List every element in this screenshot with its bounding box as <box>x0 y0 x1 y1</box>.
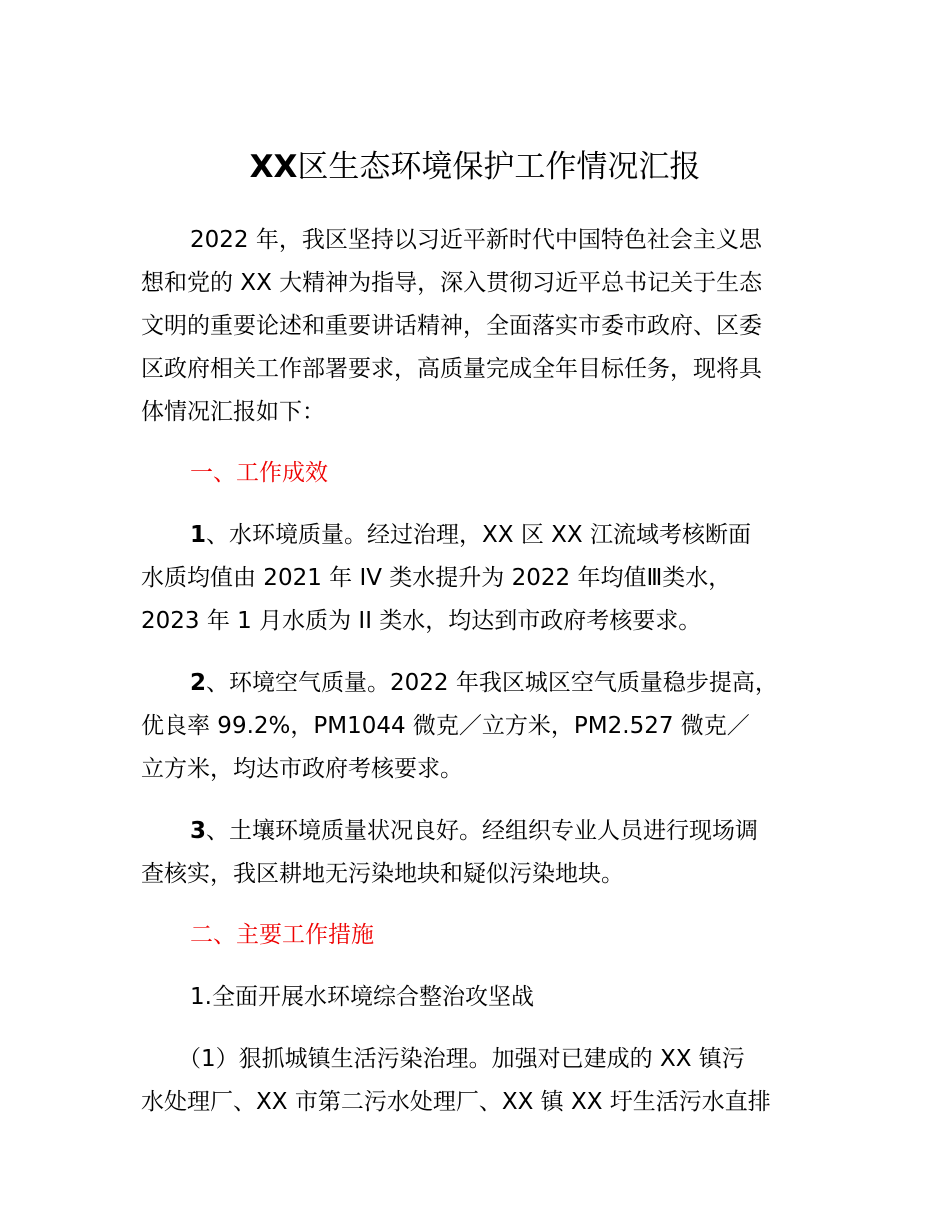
title-prefix: XX <box>249 149 298 185</box>
item-3-line-2: 查核实，我区耕地无污染地块和疑似污染地块。 <box>141 861 624 887</box>
intro-line-4: 区政府相关工作部署要求，高质量完成全年目标任务，现将具 <box>141 356 762 382</box>
intro-line-5: 体情况汇报如下： <box>141 399 325 425</box>
title-rest: 区生态环境保护工作情况汇报 <box>297 149 701 185</box>
item-2-number: 2 <box>190 670 207 696</box>
subsection-1-title: 1.全面开展水环境综合整治攻坚战 <box>190 984 534 1010</box>
item-1-line-3: 2023 年 1 月水质为 II 类水，均达到市政府考核要求。 <box>141 608 702 634</box>
intro-line-1: 2022 年，我区坚持以习近平新时代中国特色社会主义思 <box>190 227 762 253</box>
item-1-line-2: 水质均值由 2021 年 IV 类水提升为 2022 年均值Ⅲ类水， <box>141 565 732 591</box>
item-2-text: 、环境空气质量。2022 年我区城区空气质量稳步提高， <box>206 670 778 696</box>
subsection-1-line-2: 水处理厂、XX 市第二污水处理厂、XX 镇 XX 圩生活污水直排 <box>141 1089 771 1115</box>
item-3-number: 3 <box>190 818 207 844</box>
section-heading-1: 一、工作成效 <box>190 460 328 486</box>
item-1-text: 、水环境质量。经过治理，XX 区 XX 江流域考核断面 <box>206 522 751 548</box>
intro-line-3: 文明的重要论述和重要讲话精神，全面落实市委市政府、区委 <box>141 313 762 339</box>
item-2-line-1 <box>190 667 880 699</box>
item-1-line-1 <box>190 519 880 551</box>
item-2-line-3: 立方米，均达市政府考核要求。 <box>141 756 463 782</box>
subsection-1-line-1: （1）狠抓城镇生活污染治理。加强对已建成的 XX 镇污 <box>178 1046 745 1072</box>
item-1-number: 1 <box>190 522 207 548</box>
item-2-line-2: 优良率 99.2%，PM1044 微克／立方米，PM2.527 微克／ <box>141 713 750 739</box>
section-heading-2: 二、主要工作措施 <box>190 922 374 948</box>
item-3-line-1 <box>190 815 880 847</box>
item-3-text: 、土壤环境质量状况良好。经组织专业人员进行现场调 <box>206 818 759 844</box>
document-title <box>0 147 950 187</box>
intro-line-2: 想和党的 XX 大精神为指导，深入贯彻习近平总书记关于生态 <box>141 270 763 296</box>
